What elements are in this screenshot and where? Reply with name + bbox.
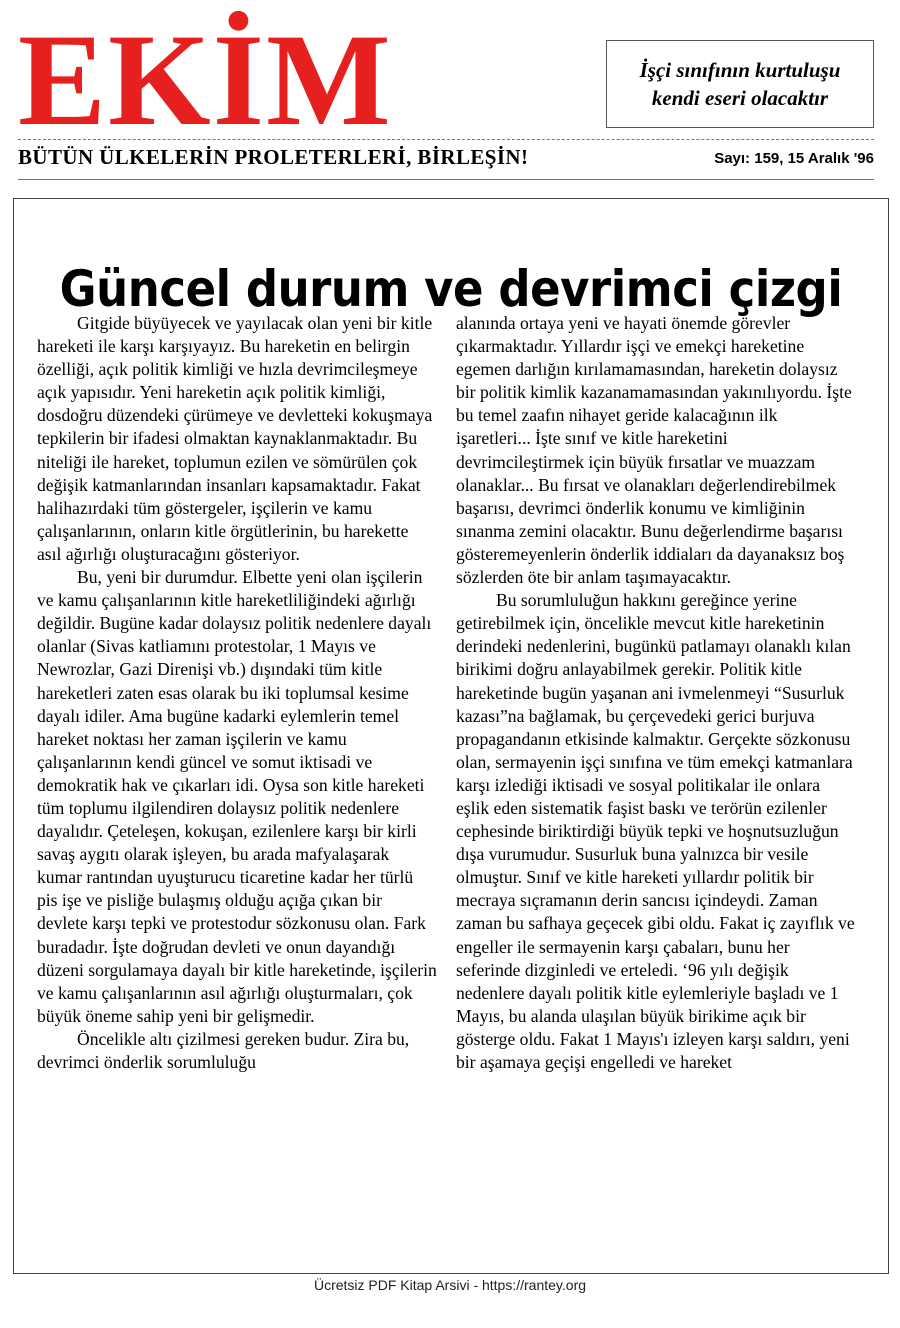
masthead bbox=[0, 0, 900, 190]
paragraph: Öncelikle altı çizilmesi gereken budur. Zira bu, devrimci önderlik sorumluluğu bbox=[37, 1028, 410, 1072]
issue-info: Sayı: 159, 15 Aralık '96 bbox=[714, 150, 874, 167]
article-column-left bbox=[37, 312, 437, 1074]
masthead-divider-top bbox=[18, 139, 874, 140]
logo-text: EKİM bbox=[18, 6, 393, 153]
paragraph: Bu sorumluluğun hakkını gereğince yerine getirebilmek için, öncelikle mevcut kitle hareketinin derindeki nedenlerini, bugünkü patlamayı olanaklı kılan birikimi doğru anlayabilmek gerekir. Politik kitle hareketinde bugün yaşanan ani ivmelenmeyi “Susurluk kazası”na bağlamak, bu çerçevedeki gerici burjuva propagandanın etkisinde kalmaktır. Gerçekte sözkonusu olan, sermayenin işçi sınıfına ve tüm emekçi katmanlara karşı izlediği iktisadi ve sosyal politikalar ile onlara eşlik eden sistematik faşist baskı ve terörün ezilenler cephesinde biriktirdiği büyük tepki ve hoşnutsuzluğun dışa vurumudur. Susurluk buna yalnızca bir vesile olmuştur. Sınıf ve kitle hareketi yıllardır politik bir mecraya sıçramanın derin sancısı içindeydi. Zaman zaman bu safhaya geçecek gibi oldu. Fakat iç zayıflık ve engeller ile sermayenin karşı çabaları, bunu her seferinde dizginledi ve erteledi. ‘96 yılı değişik nedenlere dayalı politik kitle eylemleriyle başladı ve 1 Mayıs, bu alanda ulaşılan büyük birikime açık bir gösterge oldu. Fakat 1 Mayıs'ı izleyen karşı saldırı, yeni bir aşamaya geçişi engelledi ve hareket bbox=[456, 590, 855, 1072]
paragraph: alanında ortaya yeni ve hayati önemde görevler çıkarmaktadır. Yıllardır işçi ve emekçi hareketine egemen darlığın kırılamamasından, hareketin dolaysız bir politik kimlik kazanamamasından yakınılıyordu. İşte bu temel zaafın nihayet geride kalacağının ilk işaretleri... İşte sınıf ve kitle hareketini devrimcileştirmek için büyük fırsatlar ve muazzam olanaklar... Bu fırsat ve olanakları değerlendirebilmek başarısı, devrimci önderlik konumu ve kimliğinin sınanma zemini olacaktır. Bunu değerlendirme başarısı gösteremeyenlerin önderlik iddiaları da dayanaksız boş sözlerden öte bir anlam taşımayacaktır. bbox=[456, 313, 852, 588]
ekim-logo bbox=[18, 6, 438, 153]
motto-line-2: kendi eseri olacaktır bbox=[651, 86, 829, 110]
slogan: BÜTÜN ÜLKELERİN PROLETERLERİ, BİRLEŞİN! bbox=[18, 145, 529, 169]
motto-line-1: İşçi sınıfının kurtuluşu bbox=[639, 58, 841, 82]
masthead-divider-bottom bbox=[18, 179, 874, 180]
article-headline: Güncel durum ve devrimci çizgi bbox=[59, 259, 843, 318]
motto-box bbox=[606, 40, 874, 128]
paragraph: Gitgide büyüyecek ve yayılacak olan yeni bir kitle hareketi ile karşı karşıyayız. Bu hareketin en belirgin özelliği, açık politik kimliği ve hızla devrimcileşmeye açık yapısıdır. Yeni hareketin açık politik kimliği, dosdoğru düzendeki çürümeye ve devletteki kokuşmaya tepkilerin bir ifadesi olmaktan kaynaklanmaktadır. Bu niteliği ile hareket, toplumun ezilen ve sömürülen çok değişik katmanlarından insanları kapsamaktadır. Fakat halihazırdaki tüm göstergeler, işçilerin ve kamu çalışanlarının, onların kitle örgütlerinin, bu harekette asıl ağırlığı oluşturacağını gösteriyor. bbox=[37, 313, 433, 564]
paragraph: Bu, yeni bir durumdur. Elbette yeni olan işçilerin ve kamu çalışanlarının kitle hareketliliğindeki ağırlığı değildir. Bugüne kadar dolaysız politik nedenlere dayalı olanlar (Sivas katliamını protestolar, 1 Mayıs ve Newrozlar, Gazi Direnişi vb.) dışındaki tüm kitle hareketleri zaten esas olarak bu iki toplumsal kesime dayalı idiler. Ama bugüne kadarki eylemlerin temel hareket noktası her zaman işçilerin ve kamu çalışanlarının kendi güncel ve somut iktisadi ve demokratik hak ve çıkarları idi. Oysa son kitle hareketi tüm toplumu ilgilendiren dolaysız politik nedenlere dayalıdır. Çeteleşen, kokuşan, ezilenlere karşı bir kirli savaş aygıtı olarak işleyen, bu arada mafyalaşarak kumar rantından uyuşturucu ticaretine kadar her türlü pis işe ve pisliğe bulaşmış olduğu açığa çıkan bir devlete karşı tepki ve protestodur sözkonusu olan. Fark buradadır. İşte doğrudan devleti ve onun dayandığı düzeni sorgulamaya dayalı bir kitle hareketinde, işçilerin ve kamu çalışanlarının asıl ağırlığı oluşturmaları, çok büyük öneme sahip yeni bir gelişmedir. bbox=[37, 567, 437, 1026]
footer-text: Ücretsiz PDF Kitap Arsivi - https://rantey.org bbox=[313, 1277, 587, 1293]
article-column-right bbox=[456, 312, 856, 1074]
